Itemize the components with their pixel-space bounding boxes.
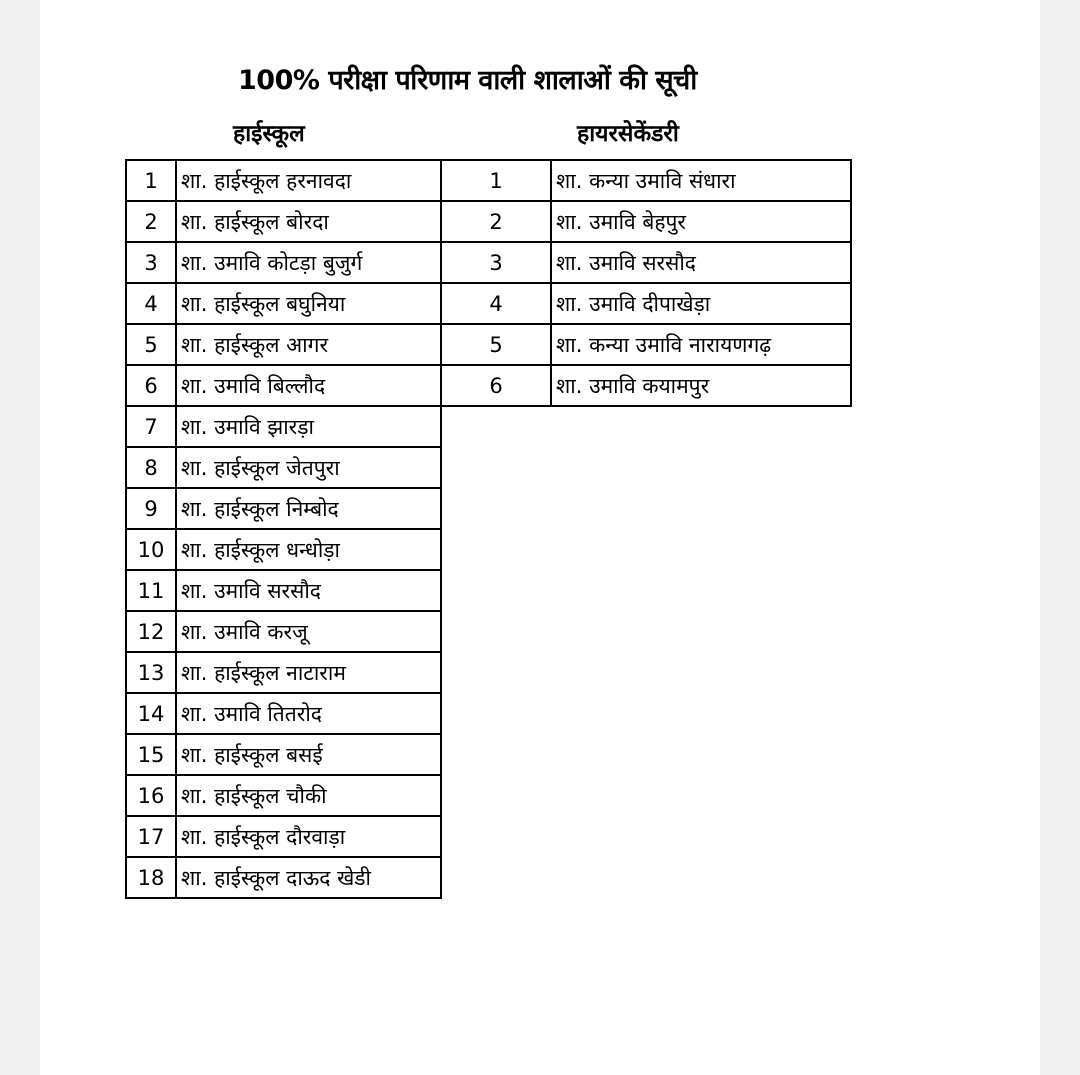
school-name: शा. हाईस्कूल हरनावदा [176,160,441,201]
school-name: शा. उमावि झारड़ा [176,406,441,447]
school-name: शा. उमावि करजू [176,611,441,652]
row-number: 4 [126,283,176,324]
school-name: शा. उमावि कोटड़ा बुजुर्ग [176,242,441,283]
table-row [126,816,441,857]
table-row [441,283,851,324]
table-row [126,201,441,242]
school-name: शा. उमावि सरसौद [176,570,441,611]
table-row [441,324,851,365]
school-name: शा. हाईस्कूल धन्धोड़ा [176,529,441,570]
highersecondary-heading: हायरसेकेंडरी [577,121,679,147]
table-row [126,611,441,652]
row-number: 13 [126,652,176,693]
row-number: 1 [441,160,551,201]
row-number: 2 [126,201,176,242]
school-name: शा. हाईस्कूल बसई [176,734,441,775]
table-row [441,201,851,242]
row-number: 9 [126,488,176,529]
row-number: 10 [126,529,176,570]
row-number: 12 [126,611,176,652]
highersecondary-table [440,159,852,407]
row-number: 18 [126,857,176,898]
school-name: शा. हाईस्कूल निम्बोद [176,488,441,529]
table-row [126,488,441,529]
school-name: शा. उमावि कयामपुर [551,365,851,406]
row-number: 5 [441,324,551,365]
school-name: शा. हाईस्कूल नाटाराम [176,652,441,693]
table-row [126,734,441,775]
row-number: 3 [126,242,176,283]
row-number: 7 [126,406,176,447]
row-number: 6 [441,365,551,406]
row-number: 1 [126,160,176,201]
document-page [40,0,1040,1075]
school-name: शा. उमावि सरसौद [551,242,851,283]
row-number: 4 [441,283,551,324]
table-row [441,242,851,283]
row-number: 8 [126,447,176,488]
row-number: 11 [126,570,176,611]
row-number: 14 [126,693,176,734]
row-number: 3 [441,242,551,283]
school-name: शा. हाईस्कूल आगर [176,324,441,365]
school-name: शा. हाईस्कूल चौकी [176,775,441,816]
table-row [126,365,441,406]
school-name: शा. कन्या उमावि संधारा [551,160,851,201]
row-number: 15 [126,734,176,775]
document-title: 100% परीक्षा परिणाम वाली शालाओं की सूची [238,65,697,96]
table-row [126,324,441,365]
row-number: 16 [126,775,176,816]
school-name: शा. हाईस्कूल दाऊद खेडी [176,857,441,898]
table-row [126,693,441,734]
school-name: शा. हाईस्कूल दौरवाड़ा [176,816,441,857]
table-row [126,160,441,201]
row-number: 17 [126,816,176,857]
school-name: शा. उमावि बेहपुर [551,201,851,242]
table-row [126,242,441,283]
school-name: शा. हाईस्कूल बघुनिया [176,283,441,324]
school-name: शा. उमावि तितरोद [176,693,441,734]
table-row [126,652,441,693]
table-row [441,365,851,406]
table-row [126,775,441,816]
table-row [126,406,441,447]
table-row [126,283,441,324]
highschool-heading: हाईस्कूल [233,121,305,147]
school-name: शा. हाईस्कूल जेतपुरा [176,447,441,488]
school-name: शा. हाईस्कूल बोरदा [176,201,441,242]
highschool-table [125,159,442,899]
school-name: शा. उमावि बिल्लौद [176,365,441,406]
row-number: 2 [441,201,551,242]
table-row [126,447,441,488]
table-row [126,570,441,611]
row-number: 5 [126,324,176,365]
table-row [126,529,441,570]
school-name: शा. कन्या उमावि नारायणगढ़ [551,324,851,365]
school-name: शा. उमावि दीपाखेड़ा [551,283,851,324]
table-row [126,857,441,898]
table-row [441,160,851,201]
row-number: 6 [126,365,176,406]
